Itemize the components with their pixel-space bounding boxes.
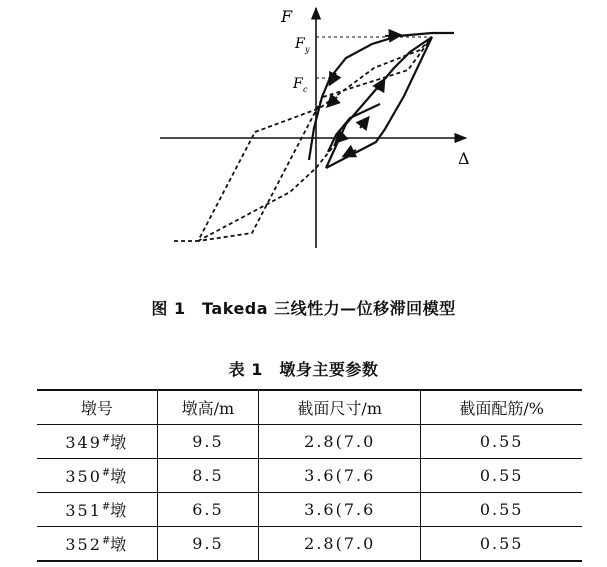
pier-height-cell: 9.5 (157, 527, 258, 562)
pier-id-cell: 352#墩 (37, 527, 157, 562)
header-reinforcement: 截面配筋/% (421, 390, 582, 425)
svg-text:c: c (303, 85, 308, 94)
pier-id-cell: 349#墩 (37, 425, 157, 459)
solid-loops (309, 33, 454, 168)
svg-text:F: F (295, 36, 305, 52)
reinforcement-cell: 0.55 (421, 459, 582, 493)
reinforcement-cell: 0.55 (421, 493, 582, 527)
pier-id-cell: 350#墩 (37, 459, 157, 493)
svg-text:y: y (305, 45, 310, 54)
table-header-row (37, 390, 582, 425)
fc-label (292, 76, 308, 94)
svg-text:F: F (293, 76, 303, 92)
arrow (385, 35, 400, 36)
table-caption: 表 1 墩身主要参数 (228, 360, 379, 379)
fy-label (294, 36, 310, 54)
figure-caption: 图 1 Takeda 三线性力—位移滞回模型 (151, 299, 456, 318)
pier-height-cell: 9.5 (157, 425, 258, 459)
table-row (37, 459, 582, 493)
section-size-cell: 2.8(7.0 (259, 527, 421, 562)
section-size-cell: 2.8(7.0 (259, 425, 421, 459)
table-row (37, 493, 582, 527)
header-pier-height: 墩高/m (157, 390, 258, 425)
y-axis-label: F (281, 7, 293, 26)
arrow (360, 118, 368, 128)
pier-parameters-table (37, 389, 582, 562)
reinforcement-cell: 0.55 (421, 527, 582, 562)
reinforcement-cell: 0.55 (421, 425, 582, 459)
pier-id-cell: 351#墩 (37, 493, 157, 527)
pier-height-cell: 6.5 (157, 493, 258, 527)
header-section-size: 截面尺寸/m (259, 390, 421, 425)
table-row (37, 425, 582, 459)
table-row (37, 527, 582, 562)
pier-height-cell: 8.5 (157, 459, 258, 493)
header-pier-id: 墩号 (37, 390, 157, 425)
x-axis-label: Δ (458, 149, 470, 168)
section-size-cell: 3.6(7.6 (259, 493, 421, 527)
section-size-cell: 3.6(7.6 (259, 459, 421, 493)
